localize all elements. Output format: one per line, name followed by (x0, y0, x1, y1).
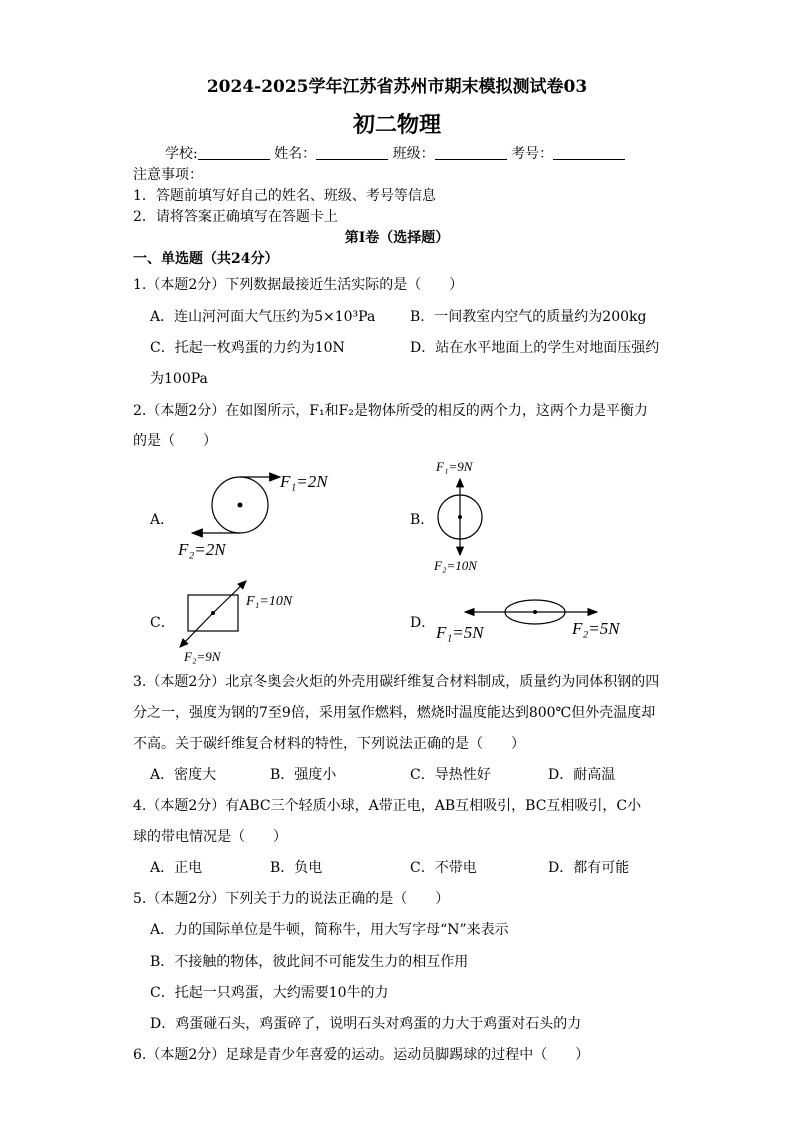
q5-option-a: A．力的国际单位是牛顿，简称牛，用大写字母“N”来表示 (150, 922, 509, 938)
figure-c-diagram (170, 575, 310, 665)
notice-heading: 注意事项： (133, 167, 203, 183)
q3-option-c: C．导热性好 (410, 767, 491, 783)
q4-stem-line2: 球的带电情况是（ ） (133, 829, 287, 845)
q4-option-d: D．都有可能 (548, 860, 630, 876)
q2-option-d-label: D． (410, 615, 436, 631)
notice-item-1: 1．答题前填写好自己的姓名、班级、考号等信息 (133, 188, 436, 204)
class-blank (435, 145, 507, 160)
school-label: 学校: (165, 146, 198, 162)
figure-d-diagram (430, 592, 630, 646)
q1-option-b: B．一间教室内空气的质量约为200kg (410, 309, 647, 325)
q2-stem-line1: 2.（本题2分）在如图所示，F₁和F₂是物体所受的相反的两个力，这两个力是平衡力 (133, 403, 648, 419)
volume-title: 第I卷（选择题） (344, 230, 450, 246)
figure-b-f1-label: F₁=9N (436, 459, 473, 474)
q4-option-a: A．正电 (150, 860, 203, 876)
q1-option-d-cont: 为100Pa (150, 371, 208, 387)
q4-option-b: B．负电 (270, 860, 323, 876)
q3-stem-line1: 3.（本题2分）北京冬奥会火炬的外壳用碳纤维复合材料制成，质量约为同体积钢的四 (133, 674, 660, 690)
part-title: 一、单选题（共24分） (133, 251, 279, 267)
q1-option-d: D．站在水平地面上的学生对地面压强约 (410, 340, 660, 356)
figure-d-f1-label: F₁=5N (436, 623, 484, 642)
name-blank (316, 145, 388, 160)
q3-option-a: A．密度大 (150, 767, 217, 783)
q5-option-b: B．不接触的物体，彼此间不可能发生力的相互作用 (150, 954, 469, 970)
name-label: 姓名： (274, 146, 317, 162)
exam-title: 2024-2025学年江苏省苏州市期末模拟测试卷03 (206, 77, 588, 97)
q5-option-c: C．托起一只鸡蛋，大约需要10牛的力 (150, 985, 389, 1001)
school-blank (198, 145, 270, 160)
figure-b-diagram (430, 455, 510, 575)
exam-subject: 初二物理 (352, 112, 441, 138)
q3-stem-line3: 不高。关于碳纤维复合材料的特性，下列说法正确的是（ ） (133, 736, 525, 752)
class-label: 班级： (392, 146, 435, 162)
q5-stem: 5.（本题2分）下列关于力的说法正确的是（ ） (133, 891, 450, 907)
exam-number-blank (553, 145, 625, 160)
figure-a-diagram (170, 465, 350, 565)
q5-option-d: D．鸡蛋碰石头，鸡蛋碎了，说明石头对鸡蛋的力大于鸡蛋对石头的力 (150, 1016, 582, 1032)
notice-item-2: 2．请将答案正确填写在答题卡上 (133, 209, 338, 225)
q2-stem-line2: 的是（ ） (133, 433, 217, 449)
q2-option-a-label: A． (150, 512, 175, 528)
info-fields-row (165, 145, 625, 163)
q4-option-c: C．不带电 (410, 860, 477, 876)
q1-option-a: A．连山河河面大气压约为5×10³Pa (150, 309, 376, 325)
q6-stem: 6.（本题2分）足球是青少年喜爱的运动。运动员脚踢球的过程中（ ） (133, 1047, 590, 1063)
figure-b-f2-label: F₂=10N (434, 558, 477, 573)
q1-stem: 1.（本题2分）下列数据最接近生活实际的是（ ） (133, 277, 464, 293)
q4-stem-line1: 4.（本题2分）有ABC三个轻质小球，A带正电，AB互相吸引，BC互相吸引，C小 (133, 798, 642, 814)
q3-stem-line2: 分之一，强度为钢的7至9倍，采用氢作燃料，燃烧时温度能达到800℃但外壳温度却 (133, 705, 656, 721)
q2-option-c-label: C． (150, 615, 175, 631)
figure-a-f1-label: F₁=2N (280, 472, 328, 491)
q2-option-b-label: B． (410, 512, 435, 528)
figure-a-f2-label: F₂=2N (178, 540, 226, 559)
figure-c-f1-label: F₁=10N (246, 594, 293, 609)
figure-c-f2-label: F₂=9N (184, 649, 221, 664)
q1-option-c: C．托起一枚鸡蛋的力约为10N (150, 340, 345, 356)
q3-option-b: B．强度小 (270, 767, 337, 783)
exam-number-label: 考号： (511, 146, 554, 162)
figure-d-f2-label: F₂=5N (572, 619, 620, 638)
q3-option-d: D．耐高温 (548, 767, 616, 783)
